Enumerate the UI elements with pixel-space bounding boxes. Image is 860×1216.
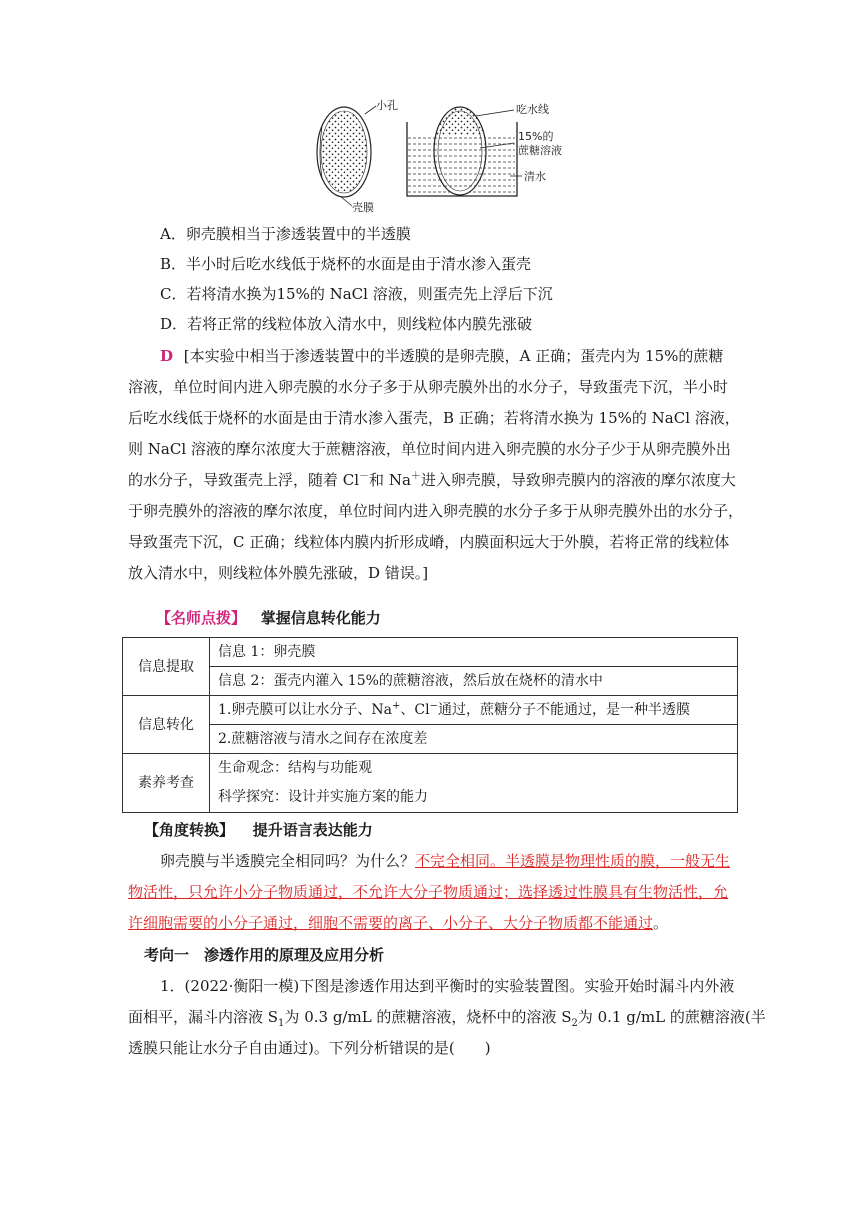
- question1-line-3: 透膜只能让水分子自由通过)。下列分析错误的是( ): [128, 1039, 491, 1057]
- label-solution-line2: 蔗糖溶液: [518, 144, 562, 157]
- answer-line-4: 则 NaCl 溶液的摩尔浓度大于蔗糖溶液，单位时间内进入卵壳膜的水分子少于从卵壳膜外出: [128, 440, 731, 458]
- angle-line-2: [128, 877, 740, 907]
- label-shell: 壳膜: [352, 201, 374, 214]
- angle-heading: [144, 815, 756, 845]
- angle-answer-3: 许细胞需要的小分子通过，细胞不需要的离子、小分子、大分子物质都不能通过: [128, 914, 654, 932]
- egg-shell-right: [434, 107, 486, 195]
- tip-heading: [156, 603, 768, 633]
- answer-line-5: 的水分子，导致蛋壳上浮，随着 Cl－和 Na＋进入卵壳膜，导致卵壳膜内的溶液的摩尔浓度大: [128, 471, 736, 489]
- table-cell: 生命观念：结构与功能观 科学探究：设计并实施方案的能力: [210, 754, 738, 813]
- table-head-extract: 信息提取: [123, 638, 210, 696]
- table-cell: 信息 1：卵壳膜: [210, 638, 738, 667]
- question1-line-1: 1．(2022·衡阳一模)下图是渗透作用达到平衡时的实验装置图。实验开始时漏斗内外液: [160, 977, 735, 995]
- angle-title: 提升语言表达能力: [252, 821, 373, 839]
- label-waterline: 吃水线: [516, 103, 549, 116]
- section-title: 考向一 渗透作用的原理及应用分析: [144, 946, 385, 964]
- answer-line-2: 溶液，单位时间内进入卵壳膜的水分子多于从卵壳膜外出的水分子，导致蛋壳下沉，半小时: [128, 378, 729, 396]
- table-cell: 信息 2：蛋壳内灌入 15%的蔗糖溶液，然后放在烧杯的清水中: [210, 667, 738, 696]
- answer-line-6: 于卵壳膜外的溶液的摩尔浓度，单位时间内进入卵壳膜的水分子多于从卵壳膜外出的水分子，: [128, 502, 744, 520]
- table-head-literacy: 素养考查: [123, 754, 210, 813]
- table-head-convert: 信息转化: [123, 696, 210, 754]
- answer-line-8: 放入清水中，则线粒体外膜先涨破，D 错误。]: [128, 564, 429, 582]
- table-cell: 1.卵壳膜可以让水分子、Na+、Cl−通过，蔗糖分子不能通过，是一种半透膜: [210, 696, 738, 725]
- label-water: 清水: [524, 170, 546, 183]
- table-cell: 2.蔗糖溶液与清水之间存在浓度差: [210, 725, 738, 754]
- answer-text-1: [本实验中相当于渗透装置中的半透膜的是卵壳膜，A 正确；蛋壳内为 15%的蔗糖: [183, 347, 724, 365]
- angle-line-3: 许细胞需要的小分子通过，细胞不需要的离子、小分子、大分子物质都不能通过。: [128, 914, 669, 932]
- angle-answer-1: 不完全相同。半透膜是物理性质的膜，一般无生: [415, 852, 731, 870]
- info-table: [122, 637, 738, 813]
- angle-line-1: [160, 846, 772, 876]
- option-c: C．若将清水换为15%的 NaCl 溶液，则蛋壳先上浮后下沉: [160, 285, 553, 303]
- tip-tag: 【名师点拨】: [156, 609, 247, 627]
- option-a: A．卵壳膜相当于渗透装置中的半透膜: [160, 225, 411, 243]
- answer-letter: D: [160, 347, 174, 365]
- angle-tag: 【角度转换】: [144, 821, 235, 839]
- egg-shell-left: [317, 107, 371, 197]
- label-hole: 小孔: [376, 99, 398, 112]
- answer-line-7: 导致蛋壳下沉，C 正确；线粒体内膜内折形成嵴，内膜面积远大于外膜，若将正常的线粒体: [128, 533, 730, 551]
- label-solution-line1: 15%的: [518, 130, 554, 143]
- answer-line-1: [160, 341, 772, 371]
- option-b: B．半小时后吃水线低于烧杯的水面是由于清水渗入蛋壳: [160, 255, 532, 273]
- option-d: D．若将正常的线粒体放入清水中，则线粒体内膜先涨破: [160, 315, 533, 333]
- angle-answer-2: 物活性，只允许小分子物质通过，不允许大分子物质通过；选择透过性膜具有生物活性，允: [128, 883, 729, 901]
- answer-line-3: 后吃水线低于烧杯的水面是由于清水渗入蛋壳，B 正确；若将清水换为 15%的 NaCl 溶液，: [128, 409, 740, 427]
- question1-line-2: 面相平，漏斗内溶液 $S_1$为 0.3 g/mL 的蔗糖溶液，烧杯中的溶液 $S_2$为 0.1 g/mL 的蔗糖溶液(半: [128, 1008, 766, 1029]
- angle-question: 卵壳膜与半透膜完全相同吗？为什么？: [160, 852, 416, 870]
- tip-title: 掌握信息转化能力: [260, 609, 381, 627]
- egg-osmosis-figure: [310, 96, 590, 214]
